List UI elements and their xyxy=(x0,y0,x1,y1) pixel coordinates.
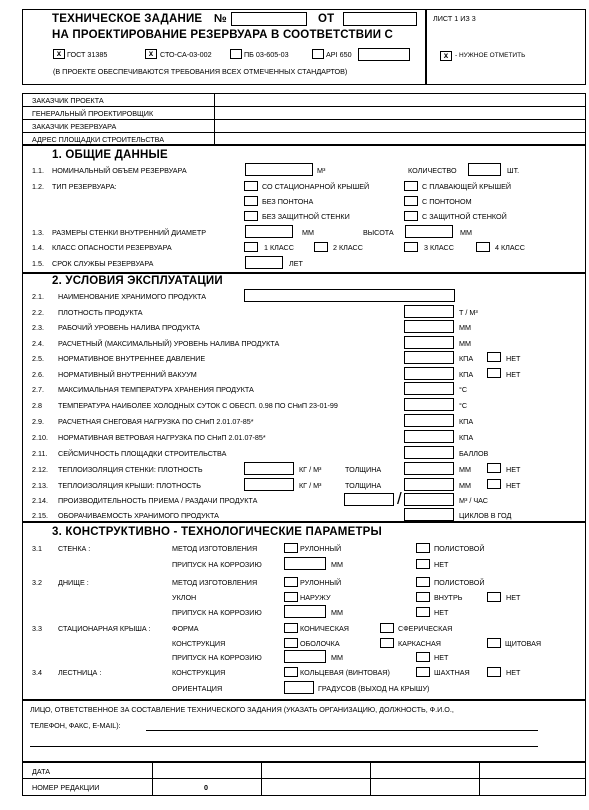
title-line1: ТЕХНИЧЕСКОЕ ЗАДАНИЕ xyxy=(52,13,203,25)
wall-method-label: МЕТОД ИЗГОТОВЛЕНИЯ xyxy=(172,544,258,553)
bottom-sheet-checkbox[interactable] xyxy=(416,577,430,587)
wall-insulation-density-field[interactable] xyxy=(244,462,294,475)
roof-insulation-none-label: НЕТ xyxy=(506,481,521,490)
bottom-corrosion-unit: ММ xyxy=(331,608,343,617)
roof-corrosion-none-checkbox[interactable] xyxy=(416,652,430,662)
roof-shell-checkbox[interactable] xyxy=(284,638,298,648)
snow-load-field[interactable] xyxy=(404,414,454,427)
ladder-none-checkbox[interactable] xyxy=(487,667,501,677)
wall-label: СТЕНКА : xyxy=(58,544,91,553)
bottom-corrosion-field[interactable] xyxy=(284,605,326,618)
item-2-5-label: НОРМАТИВНОЕ ВНУТРЕННЕЕ ДАВЛЕНИЕ xyxy=(58,354,206,363)
roof-panel-label: ЩИТОВАЯ xyxy=(505,639,542,648)
customer-general-designer: ГЕНЕРАЛЬНЫЙ ПРОЕКТИРОВЩИК xyxy=(32,109,154,118)
max-level-unit: ММ xyxy=(459,339,471,348)
legend-checkbox: x xyxy=(440,51,452,61)
ladder-none-label: НЕТ xyxy=(506,668,521,677)
wall-corrosion-none-checkbox[interactable] xyxy=(416,559,430,569)
type-floating-roof-checkbox[interactable] xyxy=(404,181,418,191)
item-2-13-label: ТЕПЛОИЗОЛЯЦИЯ КРЫШИ: ПЛОТНОСТЬ xyxy=(58,481,201,490)
quantity-label: КОЛИЧЕСТВО xyxy=(408,166,457,175)
item-2-9-label: РАСЧЕТНАЯ СНЕГОВАЯ НАГРУЗКА ПО СНиП 2.01.07-85* xyxy=(58,417,254,426)
std-extra-field[interactable] xyxy=(358,48,410,61)
item-2-10-label: НОРМАТИВНАЯ ВЕТРОВАЯ НАГРУЗКА ПО СНиП 2.01.07-85* xyxy=(58,433,266,442)
pressure-unit: КПА xyxy=(459,354,474,363)
wall-insulation-thickness-field[interactable] xyxy=(404,462,454,475)
item-2-11-num: 2.11. xyxy=(32,449,48,458)
item-2-2-label: ПЛОТНОСТЬ ПРОДУКТА xyxy=(58,308,143,317)
intake-rate-field[interactable] xyxy=(344,493,394,506)
title-from: ОТ xyxy=(318,13,335,25)
wall-corrosion-unit: ММ xyxy=(331,560,343,569)
standards-note: (В ПРОЕКТЕ ОБЕСПЕЧИВАЮТСЯ ТРЕБОВАНИЯ ВСЕХ ОТМЕЧЕННЫХ СТАНДАРТОВ) xyxy=(53,67,348,76)
wall-corrosion-none-label: НЕТ xyxy=(434,560,449,569)
type-pontoon-label: С ПОНТОНОМ xyxy=(422,197,472,206)
ladder-shaft-checkbox[interactable] xyxy=(416,667,430,677)
item-2-4-num: 2.4. xyxy=(32,339,44,348)
ladder-orientation-unit: ГРАДУСОВ (ВЫХОД НА КРЫШУ) xyxy=(318,684,430,693)
item-1-1-num: 1.1. xyxy=(32,166,44,175)
item-2-8-label: ТЕМПЕРАТУРА НАИБОЛЕЕ ХОЛОДНЫХ СУТОК С ОБЕСП. 0.98 ПО СНиП 23-01-99 xyxy=(58,401,338,410)
item-1-4-num: 1.4. xyxy=(32,243,44,252)
bottom-rolled-label: РУЛОННЫЙ xyxy=(300,578,342,587)
section2-title: 2. УСЛОВИЯ ЭКСПЛУАТАЦИИ xyxy=(52,275,223,287)
class-3-checkbox[interactable] xyxy=(404,242,418,252)
roof-panel-checkbox[interactable] xyxy=(487,638,501,648)
class-4-checkbox[interactable] xyxy=(476,242,490,252)
service-life-unit: ЛЕТ xyxy=(289,259,303,268)
doc-date-field[interactable] xyxy=(343,12,417,26)
roof-corrosion-unit: ММ xyxy=(331,653,343,662)
density-unit: Т / М³ xyxy=(459,308,478,317)
slope-inward-label: ВНУТРЬ xyxy=(434,593,463,602)
item-2-3-label: РАБОЧИЙ УРОВЕНЬ НАЛИВА ПРОДУКТА xyxy=(58,323,200,332)
contacts-label: ТЕЛЕФОН, ФАКС, E-MAIL): xyxy=(30,721,121,730)
item-2-13-num: 2.13. xyxy=(32,481,48,490)
wall-sheet-label: ПОЛИСТОВОЙ xyxy=(434,544,485,553)
roof-insulation-thickness-unit: ММ xyxy=(459,481,471,490)
class-2-label: 2 КЛАСС xyxy=(333,243,363,252)
ladder-construction-label: КОНСТРУКЦИЯ xyxy=(172,668,226,677)
std-label-api: API 650 xyxy=(326,50,352,59)
item-2-3-num: 2.3. xyxy=(32,323,44,332)
std-checkbox-api[interactable] xyxy=(312,49,324,59)
item-2-11-label: СЕЙСМИЧНОСТЬ ПЛОЩАДКИ СТРОИТЕЛЬСТВА xyxy=(58,449,227,458)
class-3-label: 3 КЛАСС xyxy=(424,243,454,252)
vacuum-field[interactable] xyxy=(404,367,454,380)
wall-corrosion-field[interactable] xyxy=(284,557,326,570)
roof-shell-label: ОБОЛОЧКА xyxy=(300,639,340,648)
doc-number-field[interactable] xyxy=(231,12,307,26)
height-label: ВЫСОТА xyxy=(363,228,394,237)
std-label-pb: ПБ 03-605-03 xyxy=(244,50,289,59)
seismic-unit: БАЛЛОВ xyxy=(459,449,489,458)
customer-line-3 xyxy=(22,132,586,133)
wall-insulation-density-unit: КГ / М³ xyxy=(299,465,322,474)
wall-insulation-thickness-label: ТОЛЩИНА xyxy=(345,465,382,474)
turnover-unit: ЦИКЛОВ В ГОД xyxy=(459,511,512,520)
item-2-7-num: 2.7. xyxy=(32,385,44,394)
roof-insulation-density-field[interactable] xyxy=(244,478,294,491)
type-no-pontoon-checkbox[interactable] xyxy=(244,196,258,206)
type-wall-label: С ЗАЩИТНОЙ СТЕНКОЙ xyxy=(422,212,507,221)
slope-outward-label: НАРУЖУ xyxy=(300,593,331,602)
slope-inward-checkbox[interactable] xyxy=(416,592,430,602)
revision-label: НОМЕР РЕДАКЦИИ xyxy=(32,783,100,792)
date-label: ДАТА xyxy=(32,767,51,776)
rate-unit: М³ / ЧАС xyxy=(459,496,488,505)
type-pontoon-checkbox[interactable] xyxy=(404,196,418,206)
item-3-2-num: 3.2 xyxy=(32,578,42,587)
type-wall-checkbox[interactable] xyxy=(404,211,418,221)
rate-slash: / xyxy=(397,489,402,508)
type-floating-roof-label: С ПЛАВАЮЩЕЙ КРЫШЕЙ xyxy=(422,182,512,191)
type-no-wall-checkbox[interactable] xyxy=(244,211,258,221)
item-1-2-num: 1.2. xyxy=(32,182,44,191)
class-1-checkbox[interactable] xyxy=(244,242,258,252)
ladder-orientation-label: ОРИЕНТАЦИЯ xyxy=(172,684,223,693)
max-temp-field[interactable] xyxy=(404,382,454,395)
type-no-wall-label: БЕЗ ЗАЩИТНОЙ СТЕНКИ xyxy=(262,212,350,221)
item-3-1-num: 3.1 xyxy=(32,544,42,553)
wall-rolled-label: РУЛОННЫЙ xyxy=(300,544,342,553)
rev-col-4 xyxy=(479,762,480,796)
item-2-9-num: 2.9. xyxy=(32,417,44,426)
wall-insulation-thickness-unit: ММ xyxy=(459,465,471,474)
roof-conic-checkbox[interactable] xyxy=(284,623,298,633)
item-2-12-label: ТЕПЛОИЗОЛЯЦИЯ СТЕНКИ: ПЛОТНОСТЬ xyxy=(58,465,203,474)
vacuum-unit: КПА xyxy=(459,370,474,379)
item-2-15-num: 2.15. xyxy=(32,511,48,520)
std-label-gost: ГОСТ 31385 xyxy=(67,50,108,59)
ladder-spiral-checkbox[interactable] xyxy=(284,667,298,677)
bottom-rolled-checkbox[interactable] xyxy=(284,577,298,587)
revision-table-mid xyxy=(22,778,586,779)
roof-label: СТАЦИОНАРНАЯ КРЫША : xyxy=(58,624,151,633)
slope-outward-checkbox[interactable] xyxy=(284,592,298,602)
roof-frame-checkbox[interactable] xyxy=(380,638,394,648)
class-1-label: 1 КЛАСС xyxy=(264,243,294,252)
class-4-label: 4 КЛАСС xyxy=(495,243,525,252)
responsible-label: ЛИЦО, ОТВЕТСТВЕННОЕ ЗА СОСТАВЛЕНИЕ ТЕХНИЧЕСКОГО ЗАДАНИЯ (УКАЗАТЬ ОРГАНИЗАЦИЮ, ДОЛЖНОСТЬ, Ф.И.О., xyxy=(30,705,454,714)
item-2-14-label: ПРОИЗВОДИТЕЛЬНОСТЬ ПРИЕМА / РАЗДАЧИ ПРОДУКТА xyxy=(58,496,258,505)
item-2-1-num: 2.1. xyxy=(32,292,44,301)
item-2-2-num: 2.2. xyxy=(32,308,44,317)
std-checkbox-pb[interactable] xyxy=(230,49,242,59)
std-checkbox-sto[interactable]: x xyxy=(145,49,157,59)
responsible-line-2 xyxy=(30,746,538,747)
vacuum-none-checkbox[interactable] xyxy=(487,368,501,378)
item-2-10-num: 2.10. xyxy=(32,433,48,442)
height-unit: ММ xyxy=(460,228,472,237)
wall-corrosion-label: ПРИПУСК НА КОРРОЗИЮ xyxy=(172,560,262,569)
item-3-4-num: 3.4 xyxy=(32,668,42,677)
item-3-3-num: 3.3 xyxy=(32,624,42,633)
roof-insulation-thickness-label: ТОЛЩИНА xyxy=(345,481,382,490)
roof-frame-label: КАРКАСНАЯ xyxy=(398,639,441,648)
wall-insulation-none-checkbox[interactable] xyxy=(487,463,501,473)
quantity-unit: ШТ. xyxy=(507,166,520,175)
customer-line-1 xyxy=(22,106,586,107)
class-2-checkbox[interactable] xyxy=(314,242,328,252)
working-level-unit: ММ xyxy=(459,323,471,332)
title-number-sign: № xyxy=(214,13,228,25)
item-2-12-num: 2.12. xyxy=(32,465,48,474)
roof-corrosion-none-label: НЕТ xyxy=(434,653,449,662)
roof-corrosion-field[interactable] xyxy=(284,650,326,663)
responsible-line-1 xyxy=(146,730,538,731)
item-1-5-label: СРОК СЛУЖБЫ РЕЗЕРВУАРА xyxy=(52,259,154,268)
turnover-field[interactable] xyxy=(404,508,454,521)
max-level-field[interactable] xyxy=(404,336,454,349)
roof-insulation-density-unit: КГ / М³ xyxy=(299,481,322,490)
ladder-label: ЛЕСТНИЦА : xyxy=(58,668,102,677)
item-1-3-label: РАЗМЕРЫ СТЕНКИ ВНУТРЕННИЙ ДИАМЕТР xyxy=(52,228,207,237)
pressure-none-checkbox[interactable] xyxy=(487,352,501,362)
bottom-method-label: МЕТОД ИЗГОТОВЛЕНИЯ xyxy=(172,578,258,587)
diameter-field[interactable] xyxy=(245,225,293,238)
roof-conic-label: КОНИЧЕСКАЯ xyxy=(300,624,349,633)
item-1-1-label: НОМИНАЛЬНЫЙ ОБЪЕМ РЕЗЕРВУАРА xyxy=(52,166,187,175)
revision-value: 0 xyxy=(204,783,208,792)
bottom-label: ДНИЩЕ : xyxy=(58,578,89,587)
wall-sheet-checkbox[interactable] xyxy=(416,543,430,553)
item-2-6-label: НОРМАТИВНЫЙ ВНУТРЕННИЙ ВАКУУМ xyxy=(58,370,197,379)
slope-none-checkbox[interactable] xyxy=(487,592,501,602)
customer-tank: ЗАКАЗЧИК РЕЗЕРВУАРА xyxy=(32,122,117,131)
item-2-4-label: РАСЧЕТНЫЙ (МАКСИМАЛЬНЫЙ) УРОВЕНЬ НАЛИВА ПРОДУКТА xyxy=(58,339,280,348)
diameter-unit: ММ xyxy=(302,228,314,237)
customer-project: ЗАКАЗЧИК ПРОЕКТА xyxy=(32,96,104,105)
customer-address: АДРЕС ПЛОЩАДКИ СТРОИТЕЛЬСТВА xyxy=(32,135,165,144)
roof-construction-label: КОНСТРУКЦИЯ xyxy=(172,639,226,648)
title-line2: НА ПРОЕКТИРОВАНИЕ РЕЗЕРВУАРА В СООТВЕТСТВИИ С xyxy=(52,29,394,41)
snow-load-unit: КПА xyxy=(459,417,474,426)
working-level-field[interactable] xyxy=(404,320,454,333)
wall-rolled-checkbox[interactable] xyxy=(284,543,298,553)
std-checkbox-gost[interactable]: x xyxy=(53,49,65,59)
item-2-15-label: ОБОРАЧИВАЕМОСТЬ ХРАНИМОГО ПРОДУКТА xyxy=(58,511,219,520)
item-1-3-num: 1.3. xyxy=(32,228,44,237)
ladder-orientation-field[interactable] xyxy=(284,681,314,694)
rev-col-1 xyxy=(152,762,153,796)
quantity-field[interactable] xyxy=(468,163,501,176)
type-fixed-roof-checkbox[interactable] xyxy=(244,181,258,191)
service-life-field[interactable] xyxy=(245,256,283,269)
item-1-2-label: ТИП РЕЗЕРВУАРА: xyxy=(52,182,117,191)
std-label-sto: СТО-СА-03-002 xyxy=(160,50,212,59)
product-name-field[interactable] xyxy=(244,289,455,302)
item-2-1-label: НАИМЕНОВАНИЕ ХРАНИМОГО ПРОДУКТА xyxy=(58,292,207,301)
roof-insulation-thickness-field[interactable] xyxy=(404,478,454,491)
volume-unit: М³ xyxy=(317,166,326,175)
customer-line-2 xyxy=(22,119,586,120)
outflow-rate-field[interactable] xyxy=(404,493,454,506)
roof-insulation-none-checkbox[interactable] xyxy=(487,479,501,489)
wind-load-field[interactable] xyxy=(404,430,454,443)
item-2-5-num: 2.5. xyxy=(32,354,44,363)
volume-field[interactable] xyxy=(245,163,313,176)
type-no-pontoon-label: БЕЗ ПОНТОНА xyxy=(262,197,314,206)
legend-note: - НУЖНОЕ ОТМЕТИТЬ xyxy=(455,52,526,59)
roof-sphere-checkbox[interactable] xyxy=(380,623,394,633)
cold-temp-field[interactable] xyxy=(404,398,454,411)
height-field[interactable] xyxy=(405,225,453,238)
item-1-4-label: КЛАСС ОПАСНОСТИ РЕЗЕРВУАРА xyxy=(52,243,172,252)
ladder-shaft-label: ШАХТНАЯ xyxy=(434,668,470,677)
max-temp-unit: °С xyxy=(459,385,468,394)
rev-col-2 xyxy=(261,762,262,796)
slope-none-label: НЕТ xyxy=(506,593,521,602)
density-field[interactable] xyxy=(404,305,454,318)
sheet-number: ЛИСТ 1 ИЗ 3 xyxy=(433,14,476,23)
pressure-field[interactable] xyxy=(404,351,454,364)
bottom-slope-label: УКЛОН xyxy=(172,593,197,602)
item-2-8-num: 2.8 xyxy=(32,401,42,410)
seismic-field[interactable] xyxy=(404,446,454,459)
bottom-corrosion-label: ПРИПУСК НА КОРРОЗИЮ xyxy=(172,608,262,617)
bottom-corrosion-none-checkbox[interactable] xyxy=(416,607,430,617)
wind-load-unit: КПА xyxy=(459,433,474,442)
roof-sphere-label: СФЕРИЧЕСКАЯ xyxy=(398,624,453,633)
item-2-7-label: МАКСИМАЛЬНАЯ ТЕМПЕРАТУРА ХРАНЕНИЯ ПРОДУКТА xyxy=(58,385,254,394)
section1-title: 1. ОБЩИЕ ДАННЫЕ xyxy=(52,149,168,161)
revision-table xyxy=(22,762,586,796)
roof-form-label: ФОРМА xyxy=(172,624,199,633)
item-1-5-num: 1.5. xyxy=(32,259,44,268)
pressure-none-label: НЕТ xyxy=(506,354,521,363)
roof-corrosion-label: ПРИПУСК НА КОРРОЗИЮ xyxy=(172,653,262,662)
ladder-spiral-label: КОЛЬЦЕВАЯ (ВИНТОВАЯ) xyxy=(300,668,390,677)
rev-col-3 xyxy=(370,762,371,796)
wall-insulation-none-label: НЕТ xyxy=(506,465,521,474)
bottom-sheet-label: ПОЛИСТОВОЙ xyxy=(434,578,485,587)
cold-temp-unit: °С xyxy=(459,401,468,410)
section3-title: 3. КОНСТРУКТИВНО - ТЕХНОЛОГИЧЕСКИЕ ПАРАМЕТРЫ xyxy=(52,526,383,538)
item-2-6-num: 2.6. xyxy=(32,370,44,379)
item-2-14-num: 2.14. xyxy=(32,496,48,505)
vacuum-none-label: НЕТ xyxy=(506,370,521,379)
bottom-corrosion-none-label: НЕТ xyxy=(434,608,449,617)
type-fixed-roof-label: СО СТАЦИОНАРНОЙ КРЫШЕЙ xyxy=(262,182,370,191)
